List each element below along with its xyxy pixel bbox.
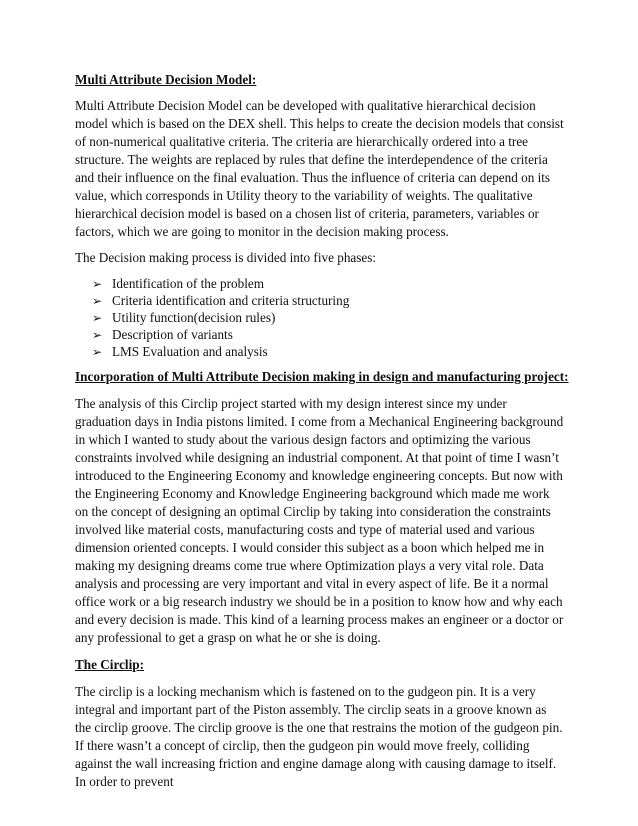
list-item-text: Criteria identification and criteria structuring	[112, 293, 350, 308]
list-item-text: LMS Evaluation and analysis	[112, 344, 268, 359]
arrow-bullet-icon: ➢	[92, 311, 103, 325]
arrow-bullet-icon: ➢	[92, 328, 103, 342]
list-item-text: Utility function(decision rules)	[112, 310, 276, 325]
list-item	[92, 343, 565, 360]
arrow-bullet-icon: ➢	[92, 294, 103, 308]
list-item	[92, 292, 565, 309]
list-item	[92, 309, 565, 326]
section-heading-incorporation: Incorporation of Multi Attribute Decision making in design and manufacturing project:	[75, 369, 569, 384]
list-item-text: Identification of the problem	[112, 276, 264, 291]
list-item	[92, 326, 565, 343]
paragraph-phases-intro: The Decision making process is divided into five phases:	[75, 250, 377, 265]
list-item	[92, 275, 565, 292]
paragraph-circlip: The circlip is a locking mechanism which is fastened on to the gudgeon pin. It is a very integral and important part of the Piston assembly. The circlip seats in a groove known as the circlip groove. The circlip groove is the one that restrains the motion of the gudgeon pin. If there wasn’t a concept of circlip, then the gudgeon pin would move freely, colliding against the wall increasing friction and engine damage along with causing damage to itself. In order to prevent	[75, 684, 563, 789]
paragraph-incorporation: The analysis of this Circlip project started with my design interest since my under graduation days in India pistons limited. I come from a Mechanical Engineering background in which I wanted to study about the various design factors and optimizing the various constraints involved while designing an industrial component. At that point of time I wasn’t introduced to the Engineering Economy and knowledge engineering concepts. But now with the Engineering Economy and Knowledge Engineering background which made me work on the concept of designing an optimal Circlip by taking into consideration the constraints involved like material costs, manufacturing costs and type of material used and various dimension oriented concepts. I would consider this subject as a boon which helped me in making my designing dreams come true where Optimization plays a very vital role. Data analysis and processing are very important and vital in every aspect of life. Be it a normal office work or a big research industry we should be in a position to know how and why each and every decision is made. This kind of a learning process makes an engineer or a doctor or any professional to get a grasp on what he or she is doing.	[75, 396, 564, 645]
phases-list	[75, 275, 565, 360]
paragraph-mad-model: Multi Attribute Decision Model can be developed with qualitative hierarchical decision model which is based on the DEX shell. This helps to create the decision models that consist of non-numerical qualitative criteria. The criteria are hierarchically ordered into a tree structure. The weights are replaced by rules that define the interdependence of the criteria and their influence on the final evaluation. Thus the influence of criteria can depend on its value, which corresponds in Utility theory to the variability of weights. The qualitative hierarchical decision model is based on a chosen list of criteria, parameters, variables or factors, which we are going to monitor in the decision making process.	[75, 98, 564, 239]
arrow-bullet-icon: ➢	[92, 345, 103, 359]
arrow-bullet-icon: ➢	[92, 277, 103, 291]
section-heading-circlip: The Circlip:	[75, 657, 144, 672]
section-heading-mad-model: Multi Attribute Decision Model:	[75, 72, 257, 87]
document-body	[75, 71, 569, 791]
list-item-text: Description of variants	[112, 327, 233, 342]
